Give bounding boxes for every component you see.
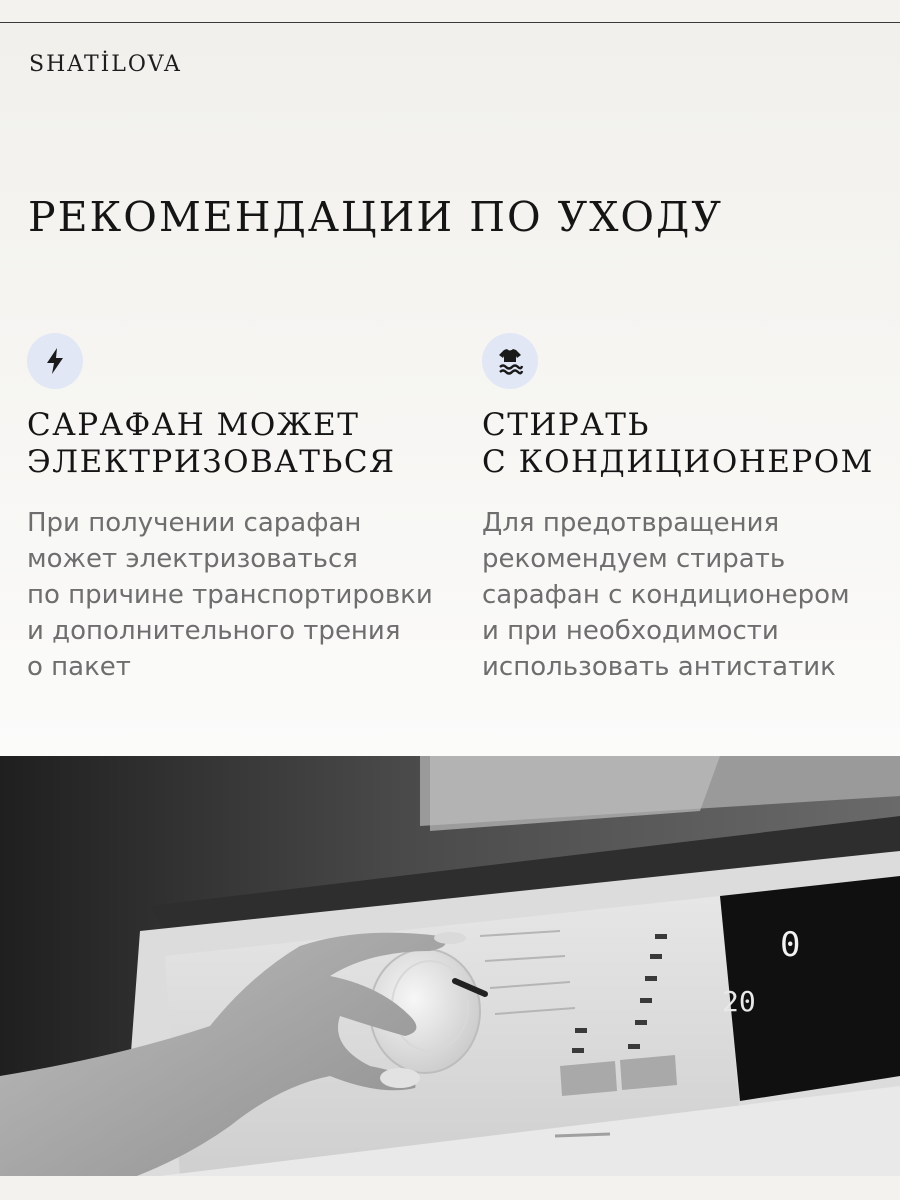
- feature-description: Для предотвращения рекомендуем стирать сарафан с кондиционером и при необходимости использовать антистатик: [482, 508, 850, 682]
- feature-heading: СТИРАТЬ С КОНДИЦИОНЕРОМ: [482, 407, 874, 480]
- feature-static-electricity: [27, 333, 447, 685]
- bottom-margin: [0, 1176, 900, 1200]
- feature-wash-conditioner: [482, 333, 900, 685]
- washing-shirt-icon: [482, 333, 538, 389]
- feature-heading: САРАФАН МОЖЕТ ЭЛЕКТРИЗОВАТЬСЯ: [27, 407, 396, 480]
- feature-description: При получении сарафан может электризоваться по причине транспортировки и дополнительного трения о пакет: [27, 508, 433, 682]
- lightning-icon: [27, 333, 83, 389]
- washing-machine-photo: [0, 756, 900, 1200]
- display-digits-bottom: 20: [722, 985, 756, 1018]
- brand-logo: SHATİLOVA: [29, 52, 182, 77]
- top-divider: [0, 22, 900, 23]
- display-digits-top: 0: [780, 925, 801, 965]
- page-title: РЕКОМЕНДАЦИИ ПО УХОДУ: [28, 193, 723, 241]
